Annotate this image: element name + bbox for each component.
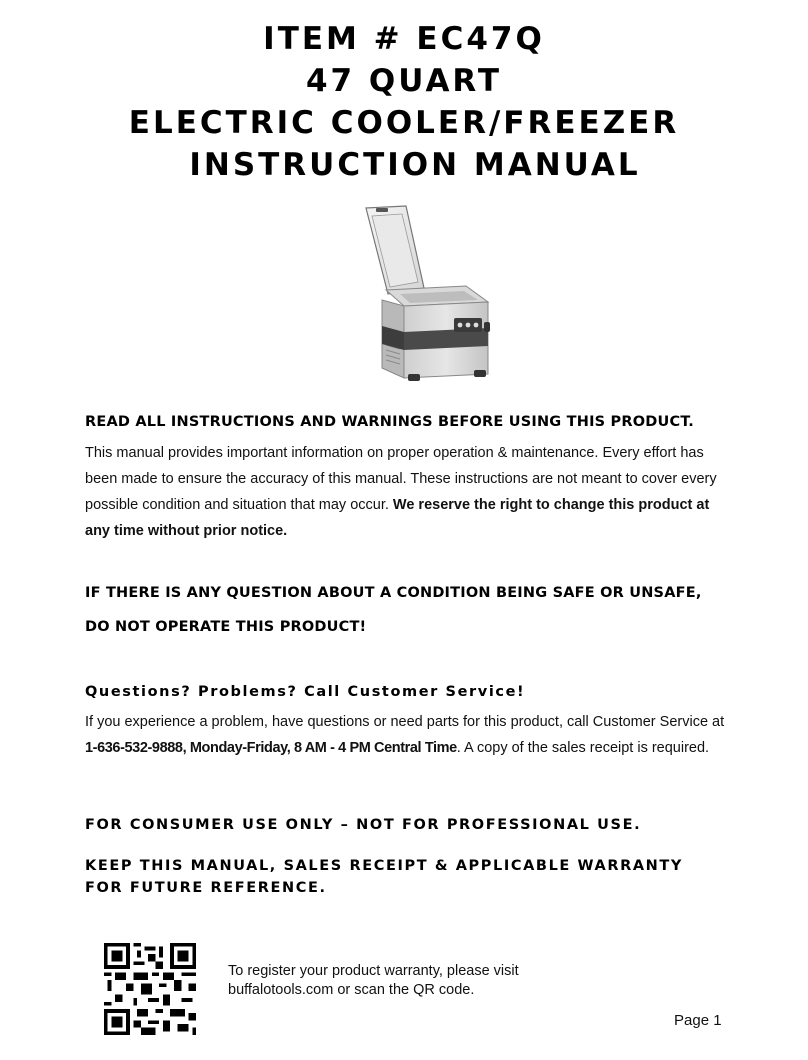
customer-service-phone: 1-636-532-9888,: [85, 740, 187, 756]
warranty-registration-line2: buffalotools.com or scan the QR code.: [228, 982, 475, 998]
title-product-name: ELECTRIC COOLER/FREEZER: [128, 105, 680, 141]
intro-bold-text: We reserve the right to change this product at any time without prior notice.: [85, 497, 710, 539]
customer-service-hours: Monday-Friday, 8 AM - 4 PM Central Time: [186, 740, 457, 756]
safety-warning-line2: DO NOT OPERATE THIS PRODUCT!: [85, 619, 367, 635]
page-number: Page 1: [674, 1012, 722, 1029]
customer-service-heading: Questions? Problems? Call Customer Service!: [85, 684, 526, 700]
customer-service-paragraph: [85, 709, 725, 761]
customer-service-text-end: . A copy of the sales receipt is required.: [456, 740, 710, 756]
read-instructions-warning: READ ALL INSTRUCTIONS AND WARNINGS BEFORE USING THIS PRODUCT.: [85, 414, 694, 430]
title-manual: INSTRUCTION MANUAL: [189, 147, 641, 183]
warranty-registration: [228, 962, 568, 1000]
intro-text: This manual provides important information on proper operation & maintenance. Every effort has been made to ensure the accuracy of this manual. These instructions are not meant to cover every possible condition and situation that may occur.: [85, 445, 717, 513]
keep-manual-line1: KEEP THIS MANUAL, SALES RECEIPT & APPLICABLE WARRANTY: [85, 858, 683, 874]
title-capacity: 47 QUART: [305, 63, 503, 99]
intro-paragraph: [85, 440, 725, 544]
keep-manual-line2: FOR FUTURE REFERENCE.: [85, 880, 327, 896]
consumer-use-notice: FOR CONSUMER USE ONLY – NOT FOR PROFESSIONAL USE.: [85, 817, 642, 833]
title-item-number: ITEM # EC47Q: [263, 21, 545, 57]
qr-code[interactable]: [104, 943, 196, 1035]
customer-service-text: If you experience a problem, have questions or need parts for this product, call Customer Service at: [85, 714, 725, 730]
electric-cooler-image: [348, 202, 498, 388]
warranty-registration-line1: To register your product warranty, please visit: [228, 963, 519, 979]
safety-warning-line1: IF THERE IS ANY QUESTION ABOUT A CONDITION BEING SAFE OR UNSAFE,: [85, 585, 702, 601]
document-title: [0, 18, 808, 186]
